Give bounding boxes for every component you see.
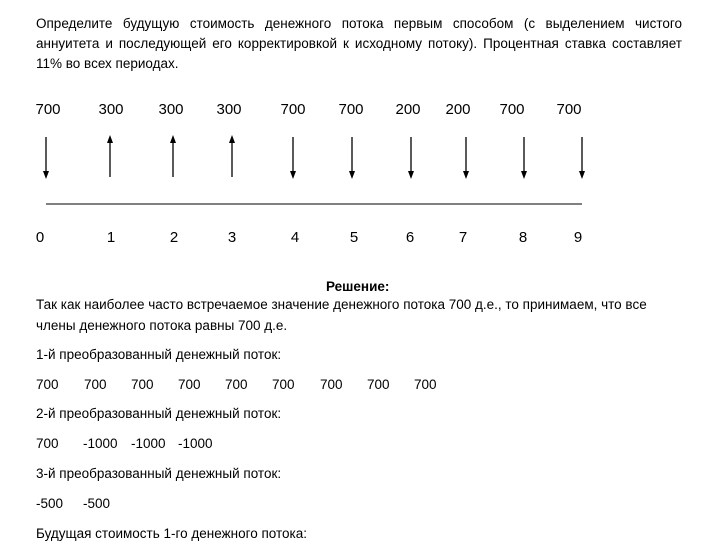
solution-heading: Решение: (326, 279, 390, 294)
up-arrow-2 (170, 135, 176, 177)
amount-label-5: 700 (338, 101, 364, 118)
period-label-6: 6 (405, 229, 415, 246)
down-arrow-4 (290, 137, 296, 179)
flow1-row-value-6: 700 (320, 377, 343, 392)
cash-flow-arrows (43, 135, 585, 179)
flow2-label: 2-й преобразованный денежный поток: (36, 406, 282, 421)
down-arrow-7 (463, 137, 469, 179)
down-arrow-0 (43, 137, 49, 179)
amount-label-1: 300 (98, 101, 124, 118)
amount-label-6: 200 (395, 101, 421, 118)
flow1-row-value-3: 700 (178, 377, 201, 392)
period-label-2: 2 (169, 229, 179, 246)
up-arrow-1 (107, 135, 113, 177)
period-label-3: 3 (227, 229, 237, 246)
problem-statement: Определите будущую стоимость денежного потока первым способом (с выделением чистого аннуитета и последующей его корректировкой к исходному потоку). Процентная ставка составляет 11% во всех периодах. (36, 16, 682, 71)
flow1-row-value-5: 700 (272, 377, 295, 392)
solution-intro-line-1: Так как наиболее часто встречаемое значение денежного потока 700 д.е., то принимаем, что все (36, 297, 647, 312)
down-arrow-5 (349, 137, 355, 179)
flow3-label: 3-й преобразованный денежный поток: (36, 466, 282, 481)
flow2-row-value-0: 700 (36, 436, 59, 451)
flow1-row-value-1: 700 (84, 377, 107, 392)
flow2-row-value-1: -1000 (83, 436, 118, 451)
flow1-label: 1-й преобразованный денежный поток: (36, 347, 282, 362)
flow3-row-value-1: -500 (83, 496, 111, 511)
period-label-9: 9 (573, 229, 583, 246)
cash-flow-amounts (35, 101, 581, 118)
period-labels (36, 229, 582, 246)
flow1-row-value-2: 700 (131, 377, 154, 392)
flow2-row-value-3: -1000 (178, 436, 213, 451)
up-arrow-3 (229, 135, 235, 177)
period-label-8: 8 (518, 229, 528, 246)
amount-label-2: 300 (158, 101, 184, 118)
amount-label-9: 700 (556, 101, 582, 118)
period-label-0: 0 (35, 229, 45, 246)
period-label-1: 1 (106, 229, 116, 246)
flow1-row-value-8: 700 (414, 377, 437, 392)
amount-label-8: 700 (499, 101, 525, 118)
flow1-row-value-4: 700 (225, 377, 248, 392)
down-arrow-6 (408, 137, 414, 179)
flow1-row-value-0: 700 (36, 377, 59, 392)
amount-label-4: 700 (280, 101, 306, 118)
fv-label: Будущая стоимость 1-го денежного потока: (36, 526, 307, 541)
flow3-row-value-0: -500 (36, 496, 64, 511)
solution-intro-line-2: члены денежного потока равны 700 д.е. (36, 318, 288, 333)
flow1-row-value-7: 700 (367, 377, 390, 392)
amount-label-3: 300 (216, 101, 242, 118)
down-arrow-9 (579, 137, 585, 179)
amount-label-0: 700 (35, 101, 61, 118)
period-label-7: 7 (458, 229, 468, 246)
period-label-5: 5 (349, 229, 359, 246)
down-arrow-8 (521, 137, 527, 179)
cash-flow-diagram (0, 0, 702, 260)
amount-label-7: 200 (445, 101, 471, 118)
period-label-4: 4 (290, 229, 300, 246)
flow2-row-value-2: -1000 (131, 436, 166, 451)
